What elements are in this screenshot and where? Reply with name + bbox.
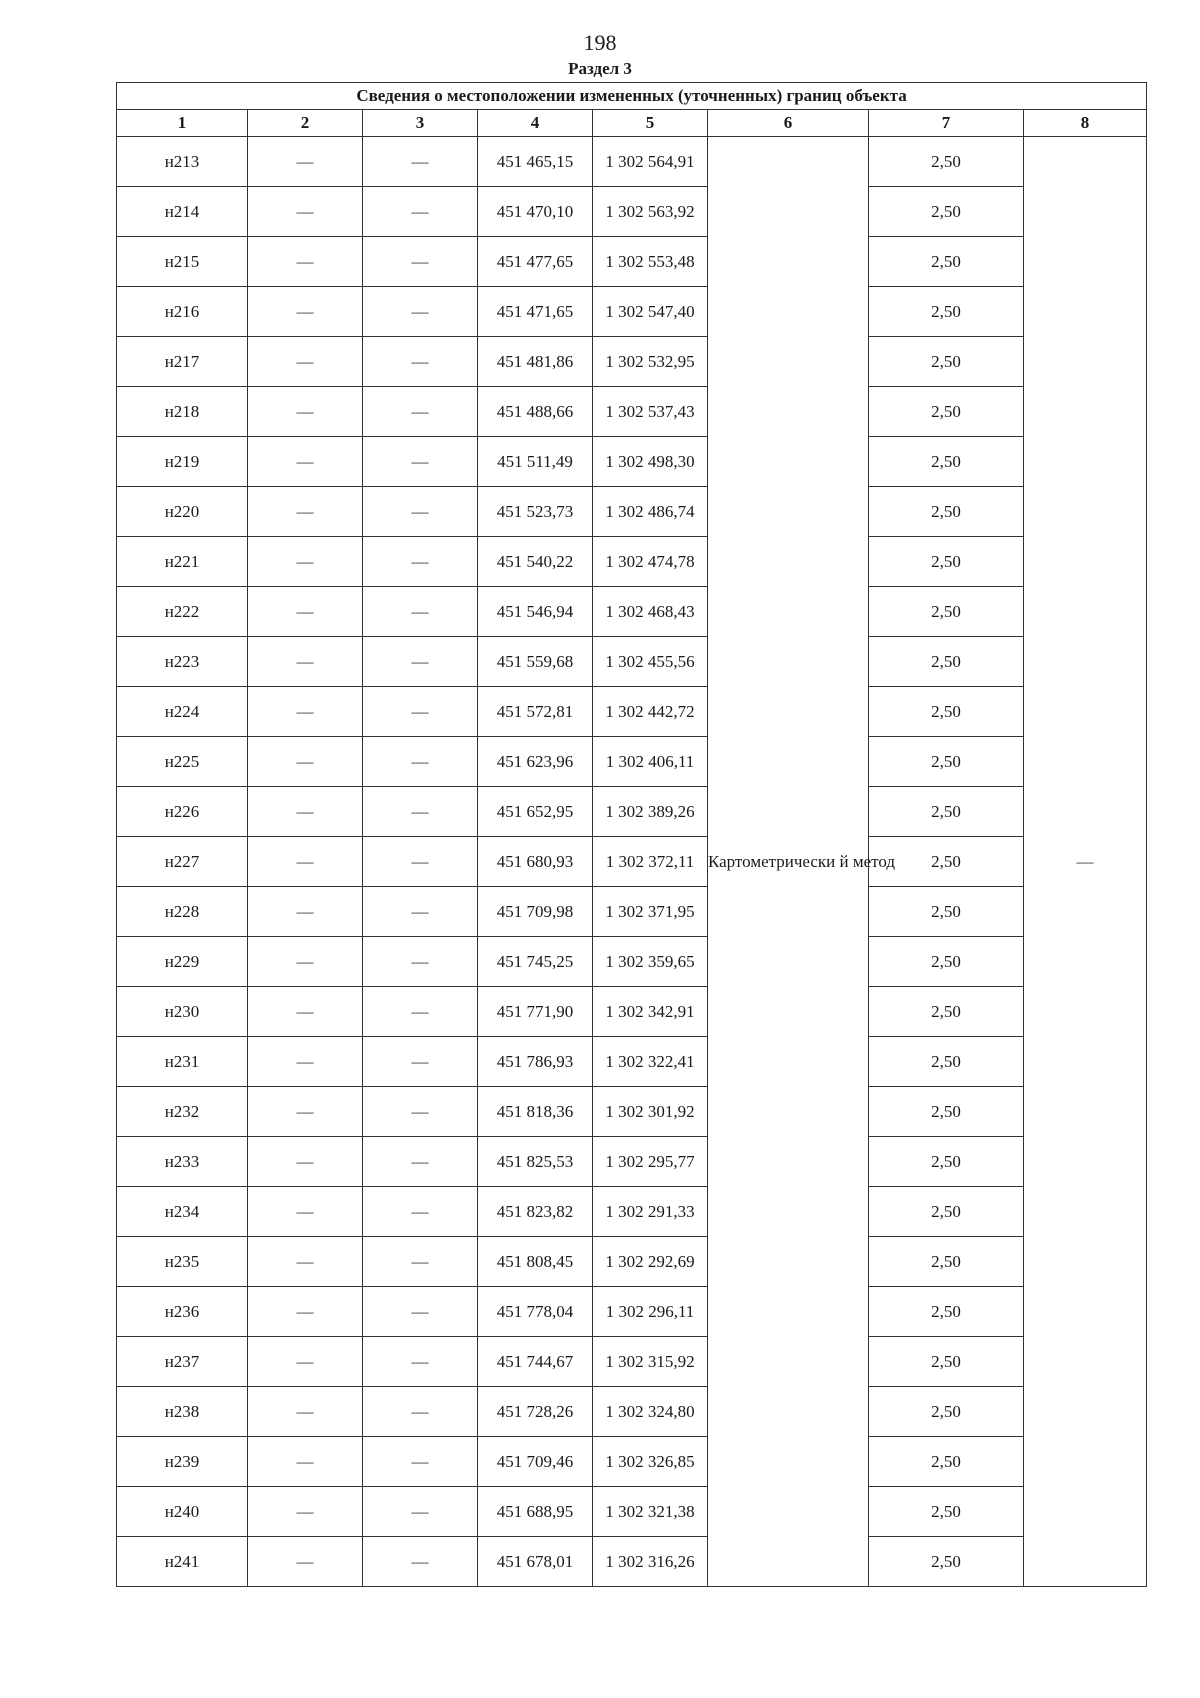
- point-number-cell: н218: [117, 387, 248, 437]
- point-number-cell: н228: [117, 887, 248, 937]
- x-coordinate-cell: 451 728,26: [478, 1387, 593, 1437]
- table-row: [117, 1187, 1147, 1237]
- column-number: 5: [593, 110, 708, 137]
- column-3-cell: —: [363, 737, 478, 787]
- column-2-cell: —: [248, 587, 363, 637]
- column-2-cell: —: [248, 987, 363, 1037]
- y-coordinate-cell: 1 302 371,95: [593, 887, 708, 937]
- column-2-cell: —: [248, 437, 363, 487]
- y-coordinate-cell: 1 302 301,92: [593, 1087, 708, 1137]
- y-coordinate-cell: 1 302 326,85: [593, 1437, 708, 1487]
- accuracy-cell: 2,50: [869, 1287, 1024, 1337]
- column-3-cell: —: [363, 337, 478, 387]
- accuracy-cell: 2,50: [869, 487, 1024, 537]
- column-2-cell: —: [248, 1487, 363, 1537]
- column-2-cell: —: [248, 1537, 363, 1587]
- column-3-cell: —: [363, 387, 478, 437]
- table-row: [117, 837, 1147, 887]
- column-3-cell: —: [363, 1087, 478, 1137]
- table-row: [117, 187, 1147, 237]
- column-2-cell: —: [248, 537, 363, 587]
- x-coordinate-cell: 451 488,66: [478, 387, 593, 437]
- column-3-cell: —: [363, 637, 478, 687]
- point-number-cell: н230: [117, 987, 248, 1037]
- column-number: 4: [478, 110, 593, 137]
- column-2-cell: —: [248, 187, 363, 237]
- point-number-cell: н233: [117, 1137, 248, 1187]
- column-3-cell: —: [363, 187, 478, 237]
- accuracy-cell: 2,50: [869, 1137, 1024, 1187]
- point-number-cell: н236: [117, 1287, 248, 1337]
- table-row: [117, 1337, 1147, 1387]
- y-coordinate-cell: 1 302 455,56: [593, 637, 708, 687]
- table-caption-row: [117, 83, 1147, 110]
- column-2-cell: —: [248, 1237, 363, 1287]
- point-number-cell: н240: [117, 1487, 248, 1537]
- accuracy-cell: 2,50: [869, 337, 1024, 387]
- column-2-cell: —: [248, 487, 363, 537]
- section-title: Раздел 3: [568, 59, 632, 78]
- table-row: [117, 1387, 1147, 1437]
- point-number-cell: н225: [117, 737, 248, 787]
- x-coordinate-cell: 451 680,93: [478, 837, 593, 887]
- x-coordinate-cell: 451 808,45: [478, 1237, 593, 1287]
- x-coordinate-cell: 451 470,10: [478, 187, 593, 237]
- column-number-row: [117, 110, 1147, 137]
- x-coordinate-cell: 451 823,82: [478, 1187, 593, 1237]
- y-coordinate-cell: 1 302 292,69: [593, 1237, 708, 1287]
- y-coordinate-cell: 1 302 564,91: [593, 137, 708, 187]
- column-3-cell: —: [363, 1137, 478, 1187]
- table-row: [117, 737, 1147, 787]
- column-2-cell: —: [248, 1287, 363, 1337]
- column-3-cell: —: [363, 1387, 478, 1437]
- table-row: [117, 487, 1147, 537]
- column-3-cell: —: [363, 1237, 478, 1287]
- accuracy-cell: 2,50: [869, 1337, 1024, 1387]
- y-coordinate-cell: 1 302 532,95: [593, 337, 708, 387]
- table-row: [117, 537, 1147, 587]
- column-3-cell: —: [363, 787, 478, 837]
- table-row: [117, 787, 1147, 837]
- x-coordinate-cell: 451 540,22: [478, 537, 593, 587]
- column-3-cell: —: [363, 1437, 478, 1487]
- column-3-cell: —: [363, 437, 478, 487]
- y-coordinate-cell: 1 302 468,43: [593, 587, 708, 637]
- column-number: 8: [1024, 110, 1147, 137]
- y-coordinate-cell: 1 302 474,78: [593, 537, 708, 587]
- x-coordinate-cell: 451 778,04: [478, 1287, 593, 1337]
- point-number-cell: н219: [117, 437, 248, 487]
- point-number-cell: н232: [117, 1087, 248, 1137]
- column-3-cell: —: [363, 937, 478, 987]
- accuracy-cell: 2,50: [869, 1087, 1024, 1137]
- x-coordinate-cell: 451 652,95: [478, 787, 593, 837]
- table-body: [117, 137, 1147, 1587]
- point-number-cell: н224: [117, 687, 248, 737]
- accuracy-cell: 2,50: [869, 287, 1024, 337]
- table-row: [117, 887, 1147, 937]
- table-row: [117, 387, 1147, 437]
- accuracy-cell: 2,50: [869, 1037, 1024, 1087]
- column-3-cell: —: [363, 887, 478, 937]
- y-coordinate-cell: 1 302 486,74: [593, 487, 708, 537]
- method-cell: Картометрически й метод: [708, 137, 869, 1587]
- point-number-cell: н227: [117, 837, 248, 887]
- column-3-cell: —: [363, 987, 478, 1037]
- point-number-cell: н241: [117, 1537, 248, 1587]
- column-3-cell: —: [363, 1287, 478, 1337]
- point-number-cell: н238: [117, 1387, 248, 1437]
- accuracy-cell: 2,50: [869, 437, 1024, 487]
- accuracy-cell: 2,50: [869, 187, 1024, 237]
- x-coordinate-cell: 451 471,65: [478, 287, 593, 337]
- x-coordinate-cell: 451 623,96: [478, 737, 593, 787]
- y-coordinate-cell: 1 302 295,77: [593, 1137, 708, 1187]
- y-coordinate-cell: 1 302 342,91: [593, 987, 708, 1037]
- accuracy-cell: 2,50: [869, 887, 1024, 937]
- column-3-cell: —: [363, 837, 478, 887]
- point-number-cell: н229: [117, 937, 248, 987]
- column-2-cell: —: [248, 737, 363, 787]
- point-number-cell: н215: [117, 237, 248, 287]
- column-2-cell: —: [248, 337, 363, 387]
- x-coordinate-cell: 451 771,90: [478, 987, 593, 1037]
- y-coordinate-cell: 1 302 315,92: [593, 1337, 708, 1387]
- y-coordinate-cell: 1 302 547,40: [593, 287, 708, 337]
- point-number-cell: н226: [117, 787, 248, 837]
- y-coordinate-cell: 1 302 553,48: [593, 237, 708, 287]
- accuracy-cell: 2,50: [869, 1387, 1024, 1437]
- accuracy-cell: 2,50: [869, 537, 1024, 587]
- y-coordinate-cell: 1 302 442,72: [593, 687, 708, 737]
- accuracy-cell: 2,50: [869, 637, 1024, 687]
- y-coordinate-cell: 1 302 389,26: [593, 787, 708, 837]
- y-coordinate-cell: 1 302 537,43: [593, 387, 708, 437]
- point-number-cell: н220: [117, 487, 248, 537]
- column-3-cell: —: [363, 1337, 478, 1387]
- table-row: [117, 1537, 1147, 1587]
- column-2-cell: —: [248, 937, 363, 987]
- x-coordinate-cell: 451 523,73: [478, 487, 593, 537]
- accuracy-cell: 2,50: [869, 837, 1024, 887]
- column-2-cell: —: [248, 1137, 363, 1187]
- column-2-cell: —: [248, 637, 363, 687]
- column-3-cell: —: [363, 687, 478, 737]
- x-coordinate-cell: 451 678,01: [478, 1537, 593, 1587]
- column-2-cell: —: [248, 1337, 363, 1387]
- accuracy-cell: 2,50: [869, 137, 1024, 187]
- column-2-cell: —: [248, 1087, 363, 1137]
- x-coordinate-cell: 451 481,86: [478, 337, 593, 387]
- column-2-cell: —: [248, 837, 363, 887]
- y-coordinate-cell: 1 302 316,26: [593, 1537, 708, 1587]
- table-row: [117, 687, 1147, 737]
- table-row: [117, 137, 1147, 187]
- table-row: [117, 1137, 1147, 1187]
- page-number: 198: [583, 30, 617, 55]
- column-number: 3: [363, 110, 478, 137]
- accuracy-cell: 2,50: [869, 1487, 1024, 1537]
- x-coordinate-cell: 451 745,25: [478, 937, 593, 987]
- x-coordinate-cell: 451 825,53: [478, 1137, 593, 1187]
- accuracy-cell: 2,50: [869, 1237, 1024, 1287]
- table-row: [117, 287, 1147, 337]
- point-number-cell: н217: [117, 337, 248, 387]
- column-number: 1: [117, 110, 248, 137]
- table-row: [117, 1087, 1147, 1137]
- table-row: [117, 437, 1147, 487]
- column-2-cell: —: [248, 887, 363, 937]
- accuracy-cell: 2,50: [869, 687, 1024, 737]
- accuracy-cell: 2,50: [869, 787, 1024, 837]
- table-row: [117, 1287, 1147, 1337]
- table-row: [117, 1037, 1147, 1087]
- x-coordinate-cell: 451 546,94: [478, 587, 593, 637]
- point-number-cell: н231: [117, 1037, 248, 1087]
- x-coordinate-cell: 451 465,15: [478, 137, 593, 187]
- y-coordinate-cell: 1 302 324,80: [593, 1387, 708, 1437]
- column-2-cell: —: [248, 387, 363, 437]
- boundary-coordinates-table: [116, 82, 1147, 1587]
- column-3-cell: —: [363, 287, 478, 337]
- table-caption: Сведения о местоположении измененных (уточненных) границ объекта: [117, 83, 1147, 110]
- table-row: [117, 637, 1147, 687]
- column-2-cell: —: [248, 1387, 363, 1437]
- y-coordinate-cell: 1 302 359,65: [593, 937, 708, 987]
- point-number-cell: н235: [117, 1237, 248, 1287]
- accuracy-cell: 2,50: [869, 1187, 1024, 1237]
- y-coordinate-cell: 1 302 322,41: [593, 1037, 708, 1087]
- accuracy-cell: 2,50: [869, 937, 1024, 987]
- column-3-cell: —: [363, 137, 478, 187]
- table-row: [117, 1237, 1147, 1287]
- column-2-cell: —: [248, 137, 363, 187]
- y-coordinate-cell: 1 302 321,38: [593, 1487, 708, 1537]
- column-number: 6: [708, 110, 869, 137]
- x-coordinate-cell: 451 786,93: [478, 1037, 593, 1087]
- y-coordinate-cell: 1 302 296,11: [593, 1287, 708, 1337]
- table-row: [117, 937, 1147, 987]
- column-3-cell: —: [363, 487, 478, 537]
- column-2-cell: —: [248, 1037, 363, 1087]
- point-number-cell: н221: [117, 537, 248, 587]
- point-number-cell: н213: [117, 137, 248, 187]
- point-number-cell: н222: [117, 587, 248, 637]
- column-2-cell: —: [248, 237, 363, 287]
- point-number-cell: н223: [117, 637, 248, 687]
- table-row: [117, 1487, 1147, 1537]
- point-number-cell: н214: [117, 187, 248, 237]
- table-row: [117, 987, 1147, 1037]
- y-coordinate-cell: 1 302 563,92: [593, 187, 708, 237]
- column-number: 2: [248, 110, 363, 137]
- x-coordinate-cell: 451 511,49: [478, 437, 593, 487]
- column-2-cell: —: [248, 787, 363, 837]
- x-coordinate-cell: 451 744,67: [478, 1337, 593, 1387]
- point-number-cell: н237: [117, 1337, 248, 1387]
- table-row: [117, 237, 1147, 287]
- x-coordinate-cell: 451 572,81: [478, 687, 593, 737]
- column-2-cell: —: [248, 1437, 363, 1487]
- y-coordinate-cell: 1 302 498,30: [593, 437, 708, 487]
- point-number-cell: н216: [117, 287, 248, 337]
- accuracy-cell: 2,50: [869, 387, 1024, 437]
- column-3-cell: —: [363, 537, 478, 587]
- y-coordinate-cell: 1 302 372,11: [593, 837, 708, 887]
- accuracy-cell: 2,50: [869, 237, 1024, 287]
- table-row: [117, 1437, 1147, 1487]
- accuracy-cell: 2,50: [869, 737, 1024, 787]
- point-number-cell: н239: [117, 1437, 248, 1487]
- x-coordinate-cell: 451 477,65: [478, 237, 593, 287]
- x-coordinate-cell: 451 709,98: [478, 887, 593, 937]
- accuracy-cell: 2,50: [869, 987, 1024, 1037]
- column-3-cell: —: [363, 587, 478, 637]
- table-row: [117, 587, 1147, 637]
- column-2-cell: —: [248, 687, 363, 737]
- x-coordinate-cell: 451 688,95: [478, 1487, 593, 1537]
- accuracy-cell: 2,50: [869, 1537, 1024, 1587]
- accuracy-cell: 2,50: [869, 587, 1024, 637]
- x-coordinate-cell: 451 818,36: [478, 1087, 593, 1137]
- column-8-cell: —: [1024, 137, 1147, 1587]
- point-number-cell: н234: [117, 1187, 248, 1237]
- column-3-cell: —: [363, 1537, 478, 1587]
- column-2-cell: —: [248, 1187, 363, 1237]
- accuracy-cell: 2,50: [869, 1437, 1024, 1487]
- column-3-cell: —: [363, 1187, 478, 1237]
- y-coordinate-cell: 1 302 291,33: [593, 1187, 708, 1237]
- column-3-cell: —: [363, 237, 478, 287]
- column-3-cell: —: [363, 1037, 478, 1087]
- column-3-cell: —: [363, 1487, 478, 1537]
- y-coordinate-cell: 1 302 406,11: [593, 737, 708, 787]
- table-row: [117, 337, 1147, 387]
- column-number: 7: [869, 110, 1024, 137]
- x-coordinate-cell: 451 709,46: [478, 1437, 593, 1487]
- column-2-cell: —: [248, 287, 363, 337]
- x-coordinate-cell: 451 559,68: [478, 637, 593, 687]
